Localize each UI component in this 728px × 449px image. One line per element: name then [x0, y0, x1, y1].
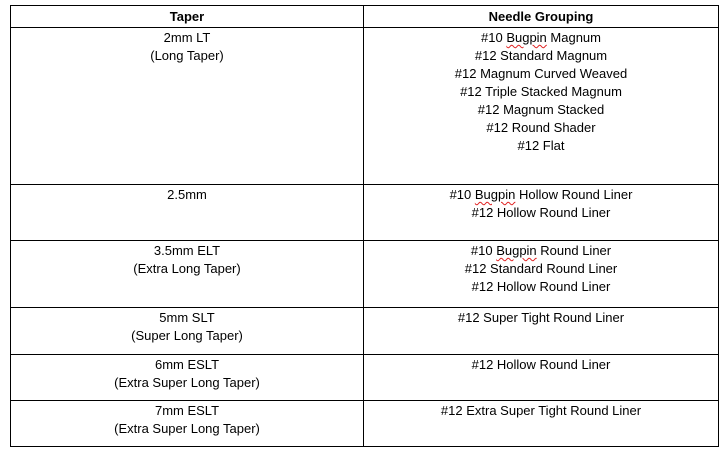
needle-grouping-cell [364, 308, 719, 355]
table-row [11, 28, 719, 185]
needle-item: #12 Magnum Stacked [477, 102, 605, 117]
needle-item: #12 Extra Super Tight Round Liner [440, 403, 642, 418]
table-row [11, 401, 719, 447]
table-row [11, 185, 719, 241]
needle-item: #12 Round Shader [486, 120, 596, 135]
taper-cell [11, 185, 364, 241]
taper-size: 7mm ESLT [154, 403, 220, 418]
needle-item: #12 Hollow Round Liner [471, 205, 611, 220]
needle-item: #10 Bugpin Round Liner [470, 243, 612, 258]
taper-needle-table [10, 5, 719, 447]
needle-item: #10 Bugpin Magnum [481, 30, 601, 45]
needle-item: #12 Super Tight Round Liner [457, 310, 625, 325]
taper-cell [11, 308, 364, 355]
needle-item: #10 Bugpin Hollow Round Liner [449, 187, 633, 202]
needle-item: #12 Standard Round Liner [464, 261, 618, 276]
taper-cell [11, 355, 364, 401]
needle-item: #12 Flat [517, 138, 565, 153]
taper-description: (Extra Long Taper) [133, 261, 241, 276]
taper-description: (Super Long Taper) [131, 328, 243, 343]
needle-grouping-cell [364, 355, 719, 401]
spellcheck-flagged-word: Bugpin [474, 187, 516, 202]
needle-item: #12 Magnum Curved Weaved [454, 66, 628, 81]
taper-cell [11, 241, 364, 308]
taper-description: (Extra Super Long Taper) [114, 375, 260, 390]
header-row [11, 6, 719, 28]
spellcheck-flagged-word: Bugpin [506, 30, 547, 45]
table-row [11, 241, 719, 308]
taper-size: 5mm SLT [159, 310, 215, 325]
taper-description: (Extra Super Long Taper) [114, 421, 260, 436]
taper-size: 3.5mm ELT [153, 243, 221, 258]
taper-cell [11, 28, 364, 185]
taper-cell [11, 401, 364, 447]
table-row [11, 355, 719, 401]
header-taper: Taper [11, 6, 364, 28]
taper-size: 2.5mm [167, 187, 207, 202]
needle-item: #12 Hollow Round Liner [471, 357, 611, 372]
needle-grouping-cell [364, 185, 719, 241]
needle-grouping-cell [364, 401, 719, 447]
header-needle-grouping: Needle Grouping [364, 6, 719, 28]
spellcheck-flagged-word: Bugpin [496, 243, 537, 258]
needle-grouping-cell [364, 28, 719, 185]
taper-size: 2mm LT [163, 30, 211, 45]
taper-size: 6mm ESLT [154, 357, 220, 372]
needle-item: #12 Hollow Round Liner [471, 279, 611, 294]
needle-item: #12 Triple Stacked Magnum [460, 84, 622, 99]
needle-item: #12 Standard Magnum [474, 48, 608, 63]
needle-grouping-cell [364, 241, 719, 308]
table-row [11, 308, 719, 355]
taper-description: (Long Taper) [150, 48, 224, 63]
